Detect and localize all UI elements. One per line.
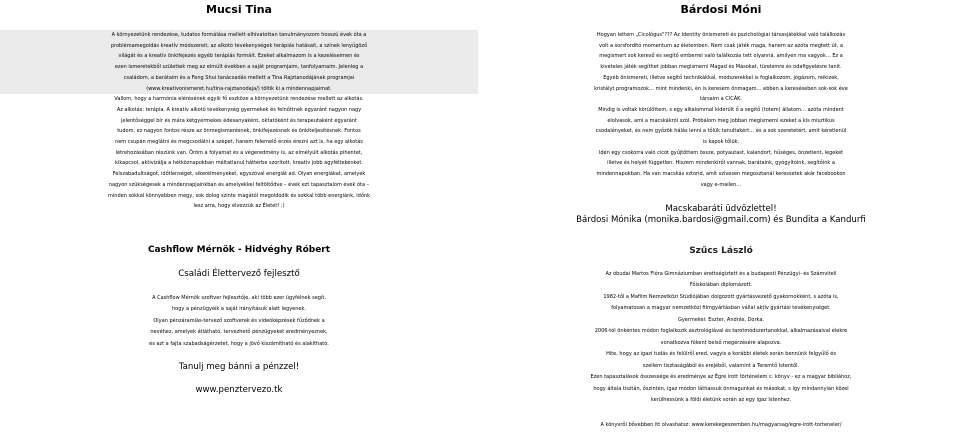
intro-line: ezen ismeretekből születtek meg az elmúlt években a saját programjaim, tanfolyamaim. Jelenleg a bbox=[0, 62, 478, 73]
author-name-mucsi: Mucsi Tina bbox=[206, 3, 272, 16]
intro-line: problémamegoldás kreatív módszereit, az alkotó tevékenységek terápiás hatásait, a színek lenyűgöző bbox=[0, 41, 478, 52]
intro-line: Az alkotás: terápia. A kreatív alkotó tevékenység gyermekek és felnőttnek egyaránt nagyon nagy bbox=[116, 106, 362, 113]
intro-line: tudom, ez nagyon fontos része az önmegismerésnek, önkifejezésnek és önkiteljesítésnek. Fontos bbox=[117, 128, 361, 135]
book-link-note: A könyvről bővebben itt olvashatsz: www.kerekegeszemben.hu/magyarsag/egre-irott-torteneler/ bbox=[600, 421, 842, 428]
intro-line: társaim a CICÁK. bbox=[700, 96, 742, 103]
cashflow-line: nevéhez, amelyek átlátható, tervezhető pénzügyeket eredményeznek, bbox=[150, 329, 328, 336]
author-name-szucs: Szűcs László bbox=[689, 245, 753, 256]
intro-line: A környezetünk rendezése, tudatos formálása mellett elhivatottan tanulmányozom hosszú évek óta a bbox=[0, 30, 478, 41]
cashflow-line: A Cashflow Mérnök szoftver fejlesztője, aki több ezer ügyfélnek segít, bbox=[152, 294, 326, 301]
bio-line: Gyermekei: Eszter, András, Dorka. bbox=[677, 316, 765, 323]
intro-line: kikapcsol, aktivizálja a hétköznapokban méltatlanul háttérbe szorított, kreatív jobb agyféltekénket. bbox=[115, 160, 363, 167]
author-name-bardosi: Bárdosi Móni bbox=[680, 3, 762, 16]
cashflow-slogan: Tanulj meg bánni a pénzzel! bbox=[178, 362, 300, 373]
intro-line: minden sokkal könnyebben megy, sok dolog szinte magától megoldódik és sokkal több energiánk, időnk bbox=[108, 192, 370, 199]
bio-line: Hite, hogy az igazi tudás és felülről ered, vagyis a korábbi életek során bennünk felgyűlő és bbox=[606, 351, 836, 358]
intro-line: családom, a barátaim és a Feng Shui tanácsadás mellett a Tina Rajztanodájának programjai bbox=[0, 73, 478, 84]
szucs-bio bbox=[482, 269, 960, 407]
intro-line: kivételes játék segíthet jobban megismerni Magad és Másokat, türelemre és odafigyelésre tanít. bbox=[600, 64, 842, 71]
cashflow-body bbox=[0, 293, 478, 351]
intro-line: Hogyan lettem „Cicológus"??? Az Identity önismereti és pszichológiai társasjátékkal való találkozás bbox=[596, 32, 846, 38]
intro-line: elolvasok, ami a macskákról szól. Próbálom meg jobban megismerni ezeket a kis misztikus bbox=[607, 117, 835, 124]
intro-line: világát és a kreatív önkifejezés egyéb terápiás formáit. Ezeket alkalmazom is a kezeléseimen és bbox=[0, 51, 478, 62]
bio-line: szellem tisztaságából és erejéből, valamint a Teremtő Istentől. bbox=[642, 362, 800, 369]
intro-line: nem csupán meglátni és megcsodálni a szépet, hanem felemelő érzés érezni azt is, ha egy alkotás bbox=[115, 139, 363, 146]
intro-line: jelentőséggel bír és mára kétgyermekes édesanyaként, oktatóként és terapeutaként egyaránt bbox=[121, 117, 357, 124]
intro-line: is kapok tőlük. bbox=[702, 139, 740, 146]
intro-line: illetve és helyét független. Hiszem mindenkiről vannak, barátaink, gyógyítóink, segítőink a bbox=[607, 160, 835, 167]
bio-line: 2006-tól önkéntes módon foglalkozik asztrológiával és tarotmódszertanokkal, alkalmazásaival élekre bbox=[594, 328, 848, 335]
intro-line: (www.kreativonismeret.hu/tina-rajztanodaja/) töltik ki a mindennapjaimat. bbox=[0, 84, 478, 95]
intro-line: Vallom, hogy a harmónia elérésének egyik fő eszköze a környezetünk rendezése mellett az alkotás. bbox=[114, 96, 364, 103]
right-column bbox=[482, 0, 960, 431]
cashflow-website: www.penztervezo.tk bbox=[195, 385, 283, 396]
bio-line: Főiskolában diplomázott. bbox=[689, 282, 753, 289]
bio-line: kerülhessünk a földi életünk során az egy igaz Istenhez. bbox=[650, 397, 792, 404]
intro-line: Felszabadultságot, időtlenséget, sikerélményeket, egyszóval energiát ad. Olyan energiákat, amelyek bbox=[112, 171, 366, 178]
intro-line: vagy e-mailen… bbox=[700, 181, 742, 188]
bio-line: vonatkozva fókent belső megérzésére alapozva. bbox=[660, 339, 782, 346]
cashflow-line: és azt a fajta szabadságérzetet, hogy a jövő kiszámítható és alakítható. bbox=[149, 340, 329, 347]
bio-line: 1982-től a Mafilm Nemzetközi Stúdiójában dolgozott gyártásvezető gyakornokként, s azóta is, bbox=[603, 293, 839, 300]
intro-line: csodalényeket, és nem győzök hálás lenni a tőlük tanultakért… és a sok szeretetért, amit kéretlenül bbox=[595, 128, 847, 135]
bardosi-intro bbox=[482, 30, 960, 191]
intro-line: mindennapokban. Ha van macskás sztorid, amit szívesen megosztanál keressetek akár facebookon bbox=[596, 171, 846, 178]
intro-line: Egyéb önismereti, illetve segítő technikákkal, módszerekkel is foglalkozom, jógázom, reikizek, bbox=[603, 74, 839, 81]
intro-line: nagyon szükségesek a mindennapjainkban és amelyekkel feltöltődve – évek ezt tapasztalom évek óta – bbox=[108, 181, 370, 188]
bio-line: hogy általa tisztán, őszintén, igaz módon láthassuk önmagunkat és másokat, s így mindannyian közel bbox=[593, 385, 849, 392]
intro-line: létrehozásában részünk van. Öröm a folyamat és a végeredmény is, az elmélyült alkotás pihentet, bbox=[115, 149, 363, 156]
intro-line: volt a sorsfordító momentum az életemben. Nem csak játék maga, hanem az azóta megtett út, a bbox=[599, 42, 843, 49]
greeting: Macskabaráti üdvözlettel! bbox=[665, 203, 777, 214]
bio-line: Ezen tapasztalások összessége és eredménye az Égre írott történelem c. könyv - ez a magyar bibliához, bbox=[590, 374, 852, 381]
bio-line: Az óbudai Martos Flóra Gimnáziumban érettségiztett és a budapesti Pénzügyi- és Számviteli bbox=[605, 270, 837, 277]
bio-line: folyamatosan a magyar nemzetközi filmgyártásban vállal aktív gyártási tevékenységet. bbox=[611, 305, 831, 312]
mucsi-intro bbox=[0, 30, 478, 212]
cashflow-line: Olyan pénzáramlás-tervező szoftverek és videóképzések fűződnek a bbox=[153, 317, 325, 324]
intro-line: megismert sok kereső és segítő emberrel való találkozás tett olyanná, amilyen ma vagyok… Ez a bbox=[599, 53, 843, 60]
intro-line: kristályt programozok… mint mindenki, én is keresem önmagam… ebben a kereséseben sok-sok éve bbox=[594, 85, 848, 92]
left-column bbox=[0, 0, 478, 396]
intro-line: Mindig is voltak körülöttem, s egy alkalommal kiderült ő a segítő (totem) állatom… azóta mindent bbox=[598, 106, 844, 113]
intro-line: lesz arra, hogy élvezzük az Életet! :) bbox=[193, 203, 285, 210]
cashflow-title: Cashflow Mérnök - Hidvéghy Róbert bbox=[147, 244, 331, 255]
cashflow-line: hogy a pénzügyeik a saját irányításuk alatt legyenek. bbox=[172, 306, 306, 313]
intro-line: Idén egy csokorra való cicót gyűjtöttem össze, potyautast, kalandort, hűséges, önzetlent, legeket bbox=[598, 149, 844, 156]
signature: Bárdosi Mónika (monika.bardosi@gmail.com) és Bundita a Kandurfi bbox=[576, 214, 866, 225]
cashflow-subtitle: Családi Élettervező fejlesztő bbox=[178, 268, 300, 279]
